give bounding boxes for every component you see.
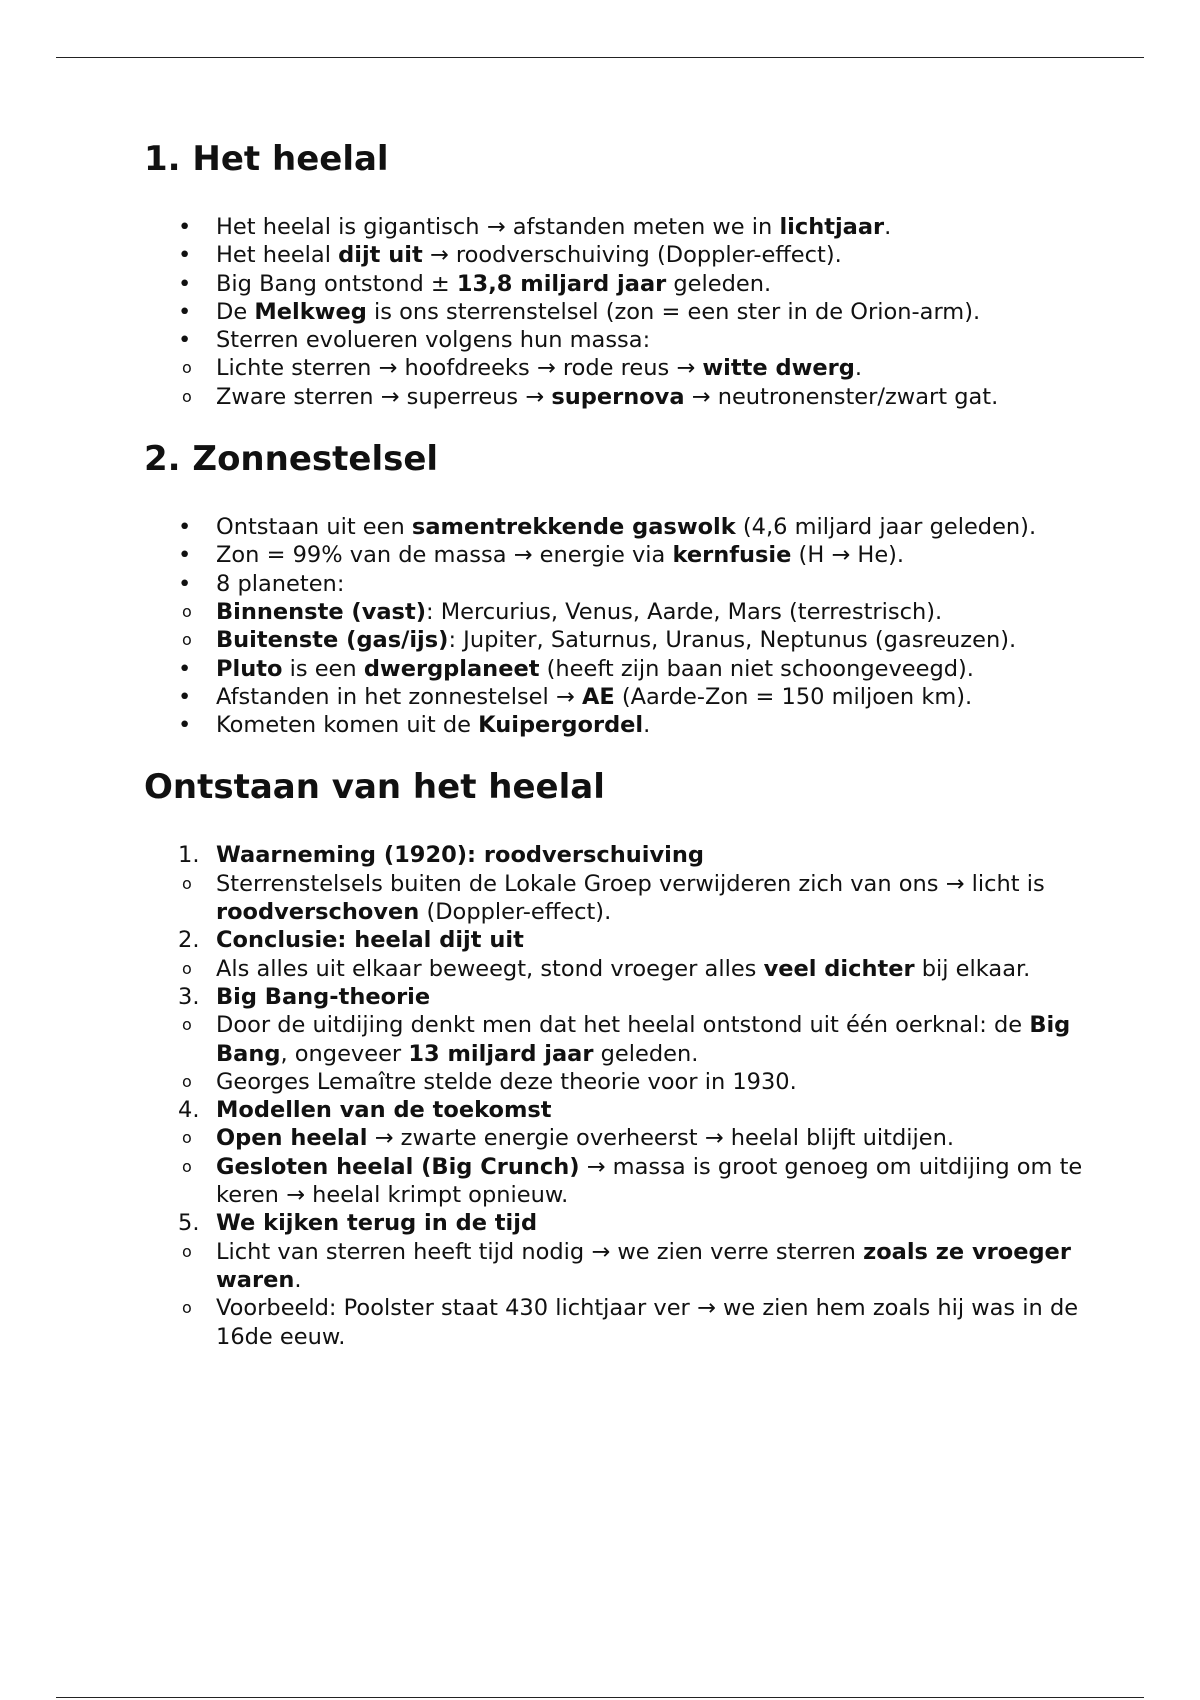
numbered-item-heading: Modellen van de toekomst xyxy=(216,1097,552,1124)
sub-list-item xyxy=(182,1011,1084,1068)
sub-item-text xyxy=(216,1239,1071,1293)
bold-term: witte dwerg xyxy=(702,355,855,382)
text-run: Als alles uit elkaar beweegt, stond vroeger alles xyxy=(216,955,764,982)
sub-bullet-icon: o xyxy=(182,358,192,378)
text-run: . xyxy=(643,712,651,739)
text-run: → zwarte energie overheerst → heelal blijft uitdijen. xyxy=(367,1125,955,1152)
text-run: : Jupiter, Saturnus, Uranus, Neptunus (gasreuzen). xyxy=(448,627,1017,654)
text-run: Voorbeeld: Poolster staat 430 lichtjaar ver → we zien hem zoals hij was in de 16de eeuw. xyxy=(216,1295,1079,1350)
text-run: . xyxy=(294,1266,302,1293)
sub-bullet-icon: o xyxy=(182,1298,192,1318)
text-run: (heeft zijn baan niet schoongeveegd). xyxy=(539,655,974,682)
text-run: Lichte sterren → hoofdreeks → rode reus → xyxy=(216,355,703,382)
bold-term: veel dichter xyxy=(763,955,915,982)
sub-list xyxy=(182,955,1084,983)
list-item-text xyxy=(216,571,344,597)
heelal-list xyxy=(144,213,1084,411)
sub-list-item xyxy=(182,354,1084,382)
bold-term: supernova xyxy=(551,383,685,410)
item-number: 4. xyxy=(178,1097,200,1124)
bold-term: Kuipergordel xyxy=(478,712,644,739)
numbered-item-heading: We kijken terug in de tijd xyxy=(216,1210,538,1237)
text-run: : Mercurius, Venus, Aarde, Mars (terrestrisch). xyxy=(425,598,943,625)
text-run: bij elkaar. xyxy=(914,955,1031,982)
sub-bullet-icon: o xyxy=(182,1071,192,1091)
sub-list xyxy=(182,354,1084,411)
text-run: Big Bang ontstond ± xyxy=(216,270,457,297)
sub-item-text xyxy=(216,627,1016,653)
text-run: Ontstaan uit een xyxy=(216,514,412,541)
sub-list-item xyxy=(182,1153,1084,1210)
list-item xyxy=(144,570,1084,655)
numbered-item-heading: Conclusie: heelal dijt uit xyxy=(216,927,524,954)
section-title-heelal: 1. Het heelal xyxy=(144,139,389,179)
sub-item-text xyxy=(216,599,942,625)
ontstaan-numbered-list xyxy=(144,841,1084,1350)
sub-list-item xyxy=(182,870,1084,927)
sub-bullet-icon: o xyxy=(182,386,192,406)
section-title-ontstaan: Ontstaan van het heelal xyxy=(144,767,605,808)
section-title-zonnestelsel: 2. Zonnestelsel xyxy=(144,439,439,480)
text-run: (Doppler-effect). xyxy=(419,899,612,926)
bold-term: Binnenste (vast) xyxy=(216,598,426,625)
sub-list-item xyxy=(182,626,1084,654)
text-run: Sterrenstelsels buiten de Lokale Groep verwijderen zich van ons → licht is xyxy=(216,870,1045,897)
list-item-text xyxy=(216,327,650,353)
sub-item-text xyxy=(216,1125,954,1151)
text-run: Zon = 99% van de massa → energie via xyxy=(216,542,673,569)
list-item xyxy=(144,298,1084,326)
sub-bullet-icon: o xyxy=(182,1241,192,1261)
list-item xyxy=(144,270,1084,298)
bold-term: samentrekkende gaswolk xyxy=(411,514,736,541)
bold-term: Melkweg xyxy=(254,298,367,325)
numbered-item-heading: Big Bang-theorie xyxy=(216,983,431,1010)
sub-bullet-icon: o xyxy=(182,601,192,621)
sub-bullet-icon: o xyxy=(182,873,192,893)
sub-list xyxy=(182,598,1084,655)
sub-item-text xyxy=(216,1295,1078,1349)
text-run: Door de uitdijing denkt men dat het heelal ontstond uit één oerknal: de xyxy=(216,1012,1030,1039)
bold-term: roodverschoven xyxy=(216,899,420,926)
text-run: → neutronenster/zwart gat. xyxy=(684,383,999,410)
text-run: (Aarde-Zon = 150 miljoen km). xyxy=(614,683,973,710)
numbered-item xyxy=(144,1209,1084,1350)
bold-term: kernfusie xyxy=(672,542,792,569)
sub-list-item xyxy=(182,1068,1084,1096)
item-number: 5. xyxy=(178,1210,200,1237)
sub-item-text xyxy=(216,384,998,410)
bottom-rule xyxy=(56,1697,1144,1698)
bold-term: AE xyxy=(581,683,615,710)
text-run: 8 planeten: xyxy=(216,570,345,597)
text-run: . xyxy=(884,214,892,240)
zonnestelsel-list xyxy=(144,513,1084,739)
sub-bullet-icon: o xyxy=(182,1156,192,1176)
item-number: 1. xyxy=(178,842,200,869)
bold-term: Big Bang xyxy=(216,1012,1071,1067)
sub-bullet-icon: o xyxy=(182,630,192,650)
bold-term: dijt uit xyxy=(338,242,423,269)
sub-item-text xyxy=(216,1069,797,1095)
bold-term: dwergplaneet xyxy=(363,655,540,682)
list-item xyxy=(144,213,1084,241)
text-run: → roodverschuiving (Doppler-effect). xyxy=(422,242,842,269)
text-run: geleden. xyxy=(666,270,772,297)
list-item xyxy=(144,513,1084,541)
text-run: Het heelal xyxy=(216,242,339,269)
top-rule xyxy=(56,57,1144,58)
bold-term: Open heelal xyxy=(216,1125,368,1152)
text-run: Zware sterren → superreus → xyxy=(216,383,552,410)
list-item xyxy=(144,655,1084,683)
sub-bullet-icon: o xyxy=(182,958,192,978)
list-item xyxy=(144,683,1084,711)
text-run: Kometen komen uit de xyxy=(216,712,479,739)
item-number: 3. xyxy=(178,983,200,1010)
text-run: geleden. xyxy=(593,1040,699,1067)
sub-list-item xyxy=(182,1238,1084,1295)
list-item xyxy=(144,541,1084,569)
text-run: , ongeveer xyxy=(280,1040,409,1067)
item-number: 2. xyxy=(178,927,200,954)
sub-list-item xyxy=(182,383,1084,411)
bold-term: zoals ze vroeger waren xyxy=(216,1238,1071,1293)
numbered-item xyxy=(144,1096,1084,1209)
sub-item-text xyxy=(216,871,1045,925)
sub-list xyxy=(182,1011,1084,1096)
sub-item-text xyxy=(216,355,862,381)
text-run: Het heelal is gigantisch → afstanden meten we in xyxy=(216,214,780,240)
sub-bullet-icon: o xyxy=(182,1128,192,1148)
sub-bullet-icon: o xyxy=(182,1015,192,1035)
list-item xyxy=(144,241,1084,269)
text-run: → massa is groot genoeg om uitdijing om te keren → heelal krimpt opnieuw. xyxy=(216,1153,1083,1209)
text-run: Georges Lemaître stelde deze theorie voor in 1930. xyxy=(216,1068,797,1095)
sub-list-item xyxy=(182,598,1084,626)
sub-list-item xyxy=(182,1124,1084,1152)
text-run: . xyxy=(854,355,863,382)
numbered-item xyxy=(144,983,1084,1096)
bold-term: Pluto xyxy=(216,655,283,682)
text-run: Afstanden in het zonnestelsel → xyxy=(216,683,582,710)
numbered-item-heading: Waarneming (1920): roodverschuiving xyxy=(216,842,705,869)
text-run: is ons sterrenstelsel (zon = een ster in de Orion-arm). xyxy=(366,298,981,325)
numbered-item xyxy=(144,841,1084,926)
sub-item-text xyxy=(216,956,1030,982)
text-run: Licht van sterren heeft tijd nodig → we zien verre sterren xyxy=(216,1238,864,1265)
bold-term: 13,8 miljard jaar xyxy=(456,270,667,297)
text-run: (4,6 miljard jaar geleden). xyxy=(735,514,1037,541)
sub-list-item xyxy=(182,1294,1084,1351)
list-item xyxy=(144,326,1084,411)
sub-item-text xyxy=(216,1012,1070,1066)
sub-item-text xyxy=(216,1154,1082,1208)
sub-list xyxy=(182,870,1084,927)
bold-term: Buitenste (gas/ijs) xyxy=(216,627,449,654)
text-run: (H → He). xyxy=(791,542,905,569)
numbered-item xyxy=(144,926,1084,983)
text-run: Sterren evolueren volgens hun massa: xyxy=(216,327,651,354)
text-run: is een xyxy=(282,655,364,682)
document-body xyxy=(144,139,1084,1379)
bold-term: 13 miljard jaar xyxy=(408,1040,594,1067)
sub-list xyxy=(182,1124,1084,1209)
bold-term: lichtjaar xyxy=(779,214,885,240)
bold-term: Gesloten heelal (Big Crunch) xyxy=(216,1153,580,1180)
sub-list-item xyxy=(182,955,1084,983)
sub-list xyxy=(182,1238,1084,1351)
text-run: De xyxy=(216,298,255,325)
list-item xyxy=(144,711,1084,739)
